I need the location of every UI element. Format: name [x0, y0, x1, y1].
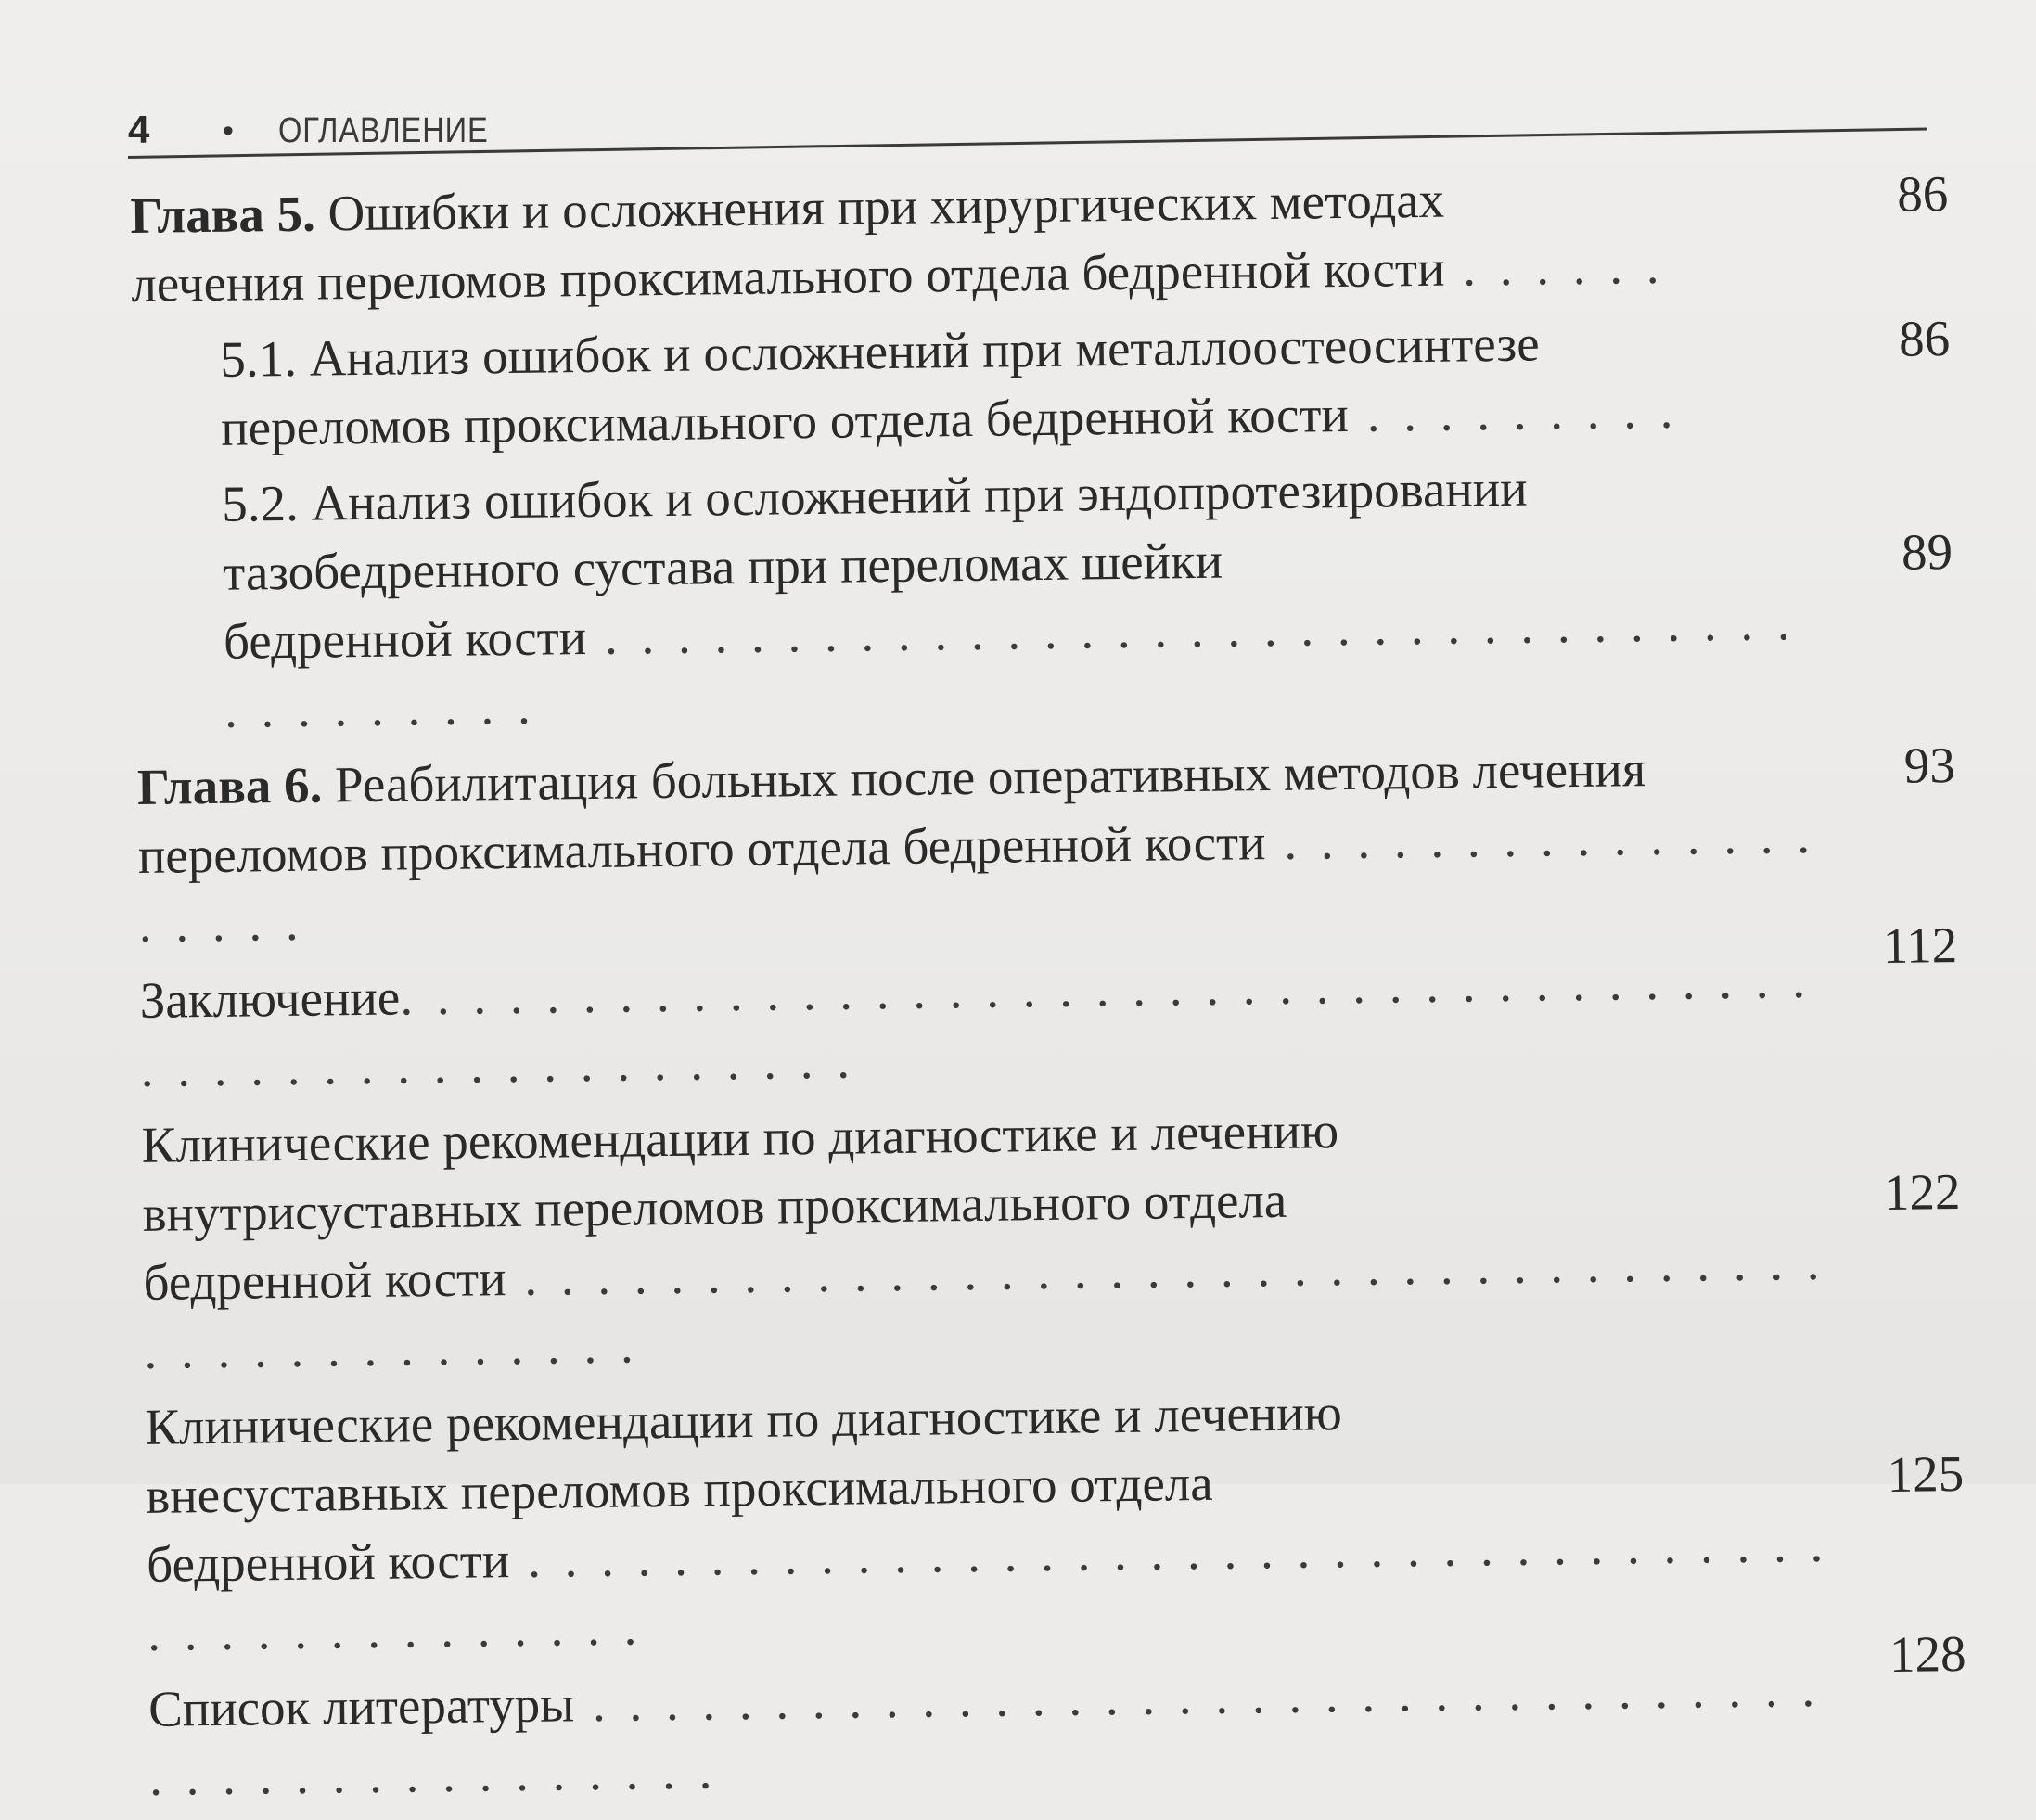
dot-leader: . . . . . . . . . . . . . . . . . . . . . . . . . . . . . . . . . . . . . . . . . . — [224, 594, 1796, 738]
dot-leader: . . . . . . . . . — [1348, 381, 1679, 442]
page-ref: 128 — [1889, 1624, 1966, 1683]
chapter-label: Глава 5. — [130, 185, 316, 244]
entry-line: 5.1. Анализ ошибок и осложнений при металлоостеосинтезе — [219, 314, 1540, 388]
entry-line: переломов проксимального отдела бедренной кости — [137, 814, 1266, 884]
entry-line: внутрисуставных переломов проксимального отдела — [142, 1171, 1287, 1242]
toc-entry-5-2[interactable] — [134, 449, 1954, 746]
toc-entry-conclusion[interactable] — [139, 916, 1959, 1104]
page-ref: 93 — [1903, 737, 1956, 794]
toc-entry-clinical-intra[interactable] — [141, 1089, 1962, 1386]
toc-entry-5-1[interactable] — [132, 304, 1952, 464]
section-title: ОГЛАВЛЕНИЕ — [278, 111, 489, 150]
toc-entry-chapter-6[interactable] — [137, 731, 1958, 959]
page-ref: 112 — [1882, 916, 1958, 974]
page-ref: 86 — [1896, 165, 1949, 223]
entry-line: Список литературы — [147, 1675, 575, 1737]
entry-line: Клинические рекомендации по диагностике и лечению — [145, 1384, 1343, 1455]
dot-leader: . . . . . . . . . . . . . . . . . . . . . . . . . . . . . . . . . . . . . . . . . . . . . . . . . . — [148, 1660, 1821, 1806]
entry-line: бедренной кости — [223, 609, 587, 670]
dot-leader: . . . . . . . . . . . . . . . . . . . . — [138, 806, 1816, 953]
entry-text — [134, 451, 1825, 746]
entry-text — [137, 733, 1828, 959]
bullet-icon: • — [223, 113, 234, 148]
entry-line: бедренной кости — [146, 1532, 510, 1593]
dot-leader: . . . . . . . . . . . . . . . . . . . . . . . . . . . . . . . . . . . . . . . . . . . . . . . . . . — [144, 1233, 1825, 1379]
entry-line: переломов проксимального отдела бедренной кости — [220, 385, 1350, 456]
entry-text — [139, 946, 1829, 1104]
page-ref: 89 — [1901, 523, 1953, 581]
page-ref: 86 — [1898, 310, 1951, 367]
entry-line: Реабилитация больных после оперативных методов лечения — [321, 740, 1646, 814]
dot-leader: . . . . . . — [1444, 237, 1665, 297]
entry-line: лечения переломов проксимального отдела бедренной кости — [130, 239, 1445, 313]
entry-line: Заключение — [139, 968, 401, 1029]
entry-text — [145, 1373, 1836, 1668]
entry-line: тазобедренного сустава при переломах шейки — [222, 532, 1223, 601]
entry-line: Клинические рекомендации по диагностике и лечению — [141, 1102, 1339, 1173]
entry-line: бедренной кости — [143, 1250, 506, 1311]
entry-line: Ошибки и осложнения при хирургических методах — [314, 171, 1445, 242]
page-number: 4 — [128, 108, 150, 151]
entry-line: внесуставных переломов проксимального отдела — [145, 1454, 1213, 1524]
entry-line: 5.2. Анализ ошибок и осложнений при эндопротезировании — [221, 459, 1528, 532]
toc-entry-chapter-5[interactable] — [130, 160, 1950, 319]
entry-text — [141, 1091, 1832, 1386]
toc-entry-clinical-extra[interactable] — [145, 1371, 1966, 1668]
dot-leader: . . . . . . . . . . . . . . . . . . . . . . . . . . . . . . . . . . . . . . . . . . . . . . . . . . — [147, 1515, 1829, 1661]
entry-text — [132, 306, 1822, 464]
entry-text — [130, 161, 1820, 319]
page-ref: 125 — [1887, 1444, 1965, 1503]
page-ref: 122 — [1883, 1162, 1961, 1221]
table-of-contents — [130, 160, 1967, 1820]
entry-text — [148, 1655, 1838, 1813]
toc-entry-bibliography[interactable] — [147, 1624, 1968, 1813]
chapter-label: Глава 6. — [136, 756, 323, 815]
dot-leader: . . . . . . . . . . . . . . . . . . . . . . . . . . . . . . . . . . . . . . . . . . . . . . . . . . . . . . . . . . . — [140, 951, 1812, 1097]
